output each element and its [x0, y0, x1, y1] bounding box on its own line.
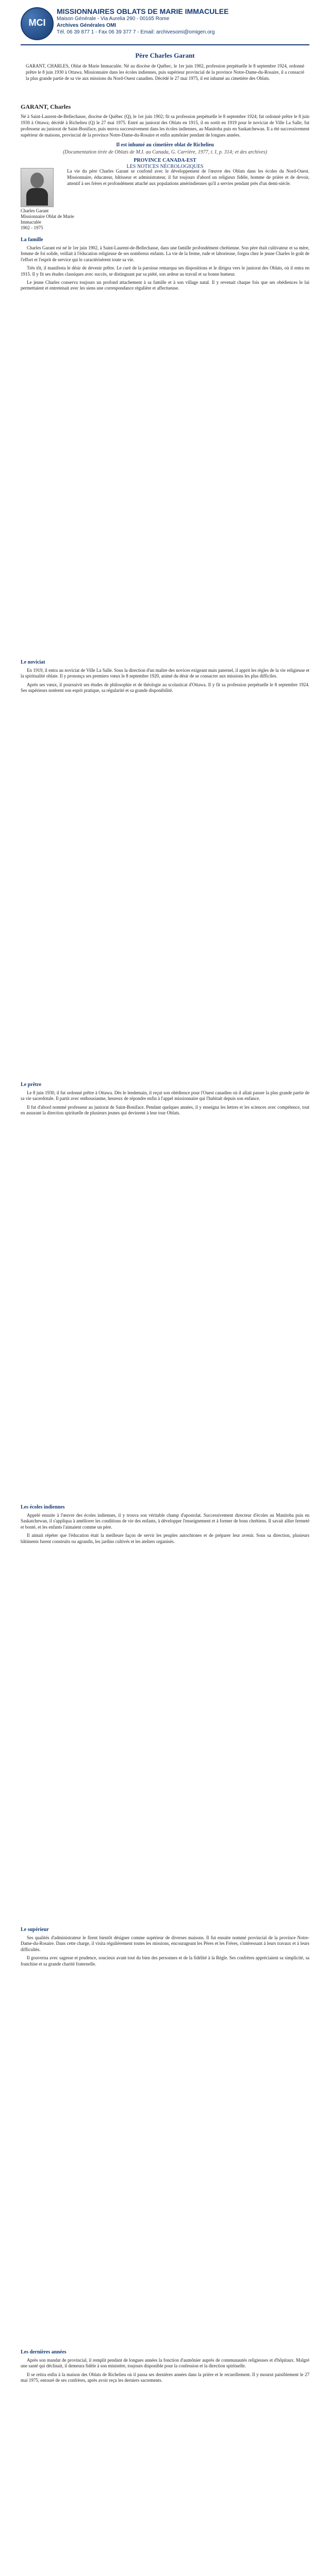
- letterhead-address: Maison Générale - Via Aurelia 290 - 00165 Rome: [57, 16, 170, 22]
- section-paragraph: Il gouverna avec sagesse et prudence, soucieux avant tout du bien des personnes et de la fidélité à la Règle. Ses confrères appréciaient sa simplicité, sa franchise et sa grande charité fraternelle.: [21, 1955, 309, 1967]
- burial-heading: Il est inhumé au cimetière oblat de Richelieu: [116, 142, 214, 148]
- section-body: [21, 1513, 309, 1547]
- letterhead-text: [57, 7, 309, 36]
- intro-paragraph: La vie du père Charles Garant se confond avec le développement de l'œuvre des Oblats dans les écoles du Nord-Ouest. Missionnaire, éducateur, bâtisseur et administrateur, il fut toujours d'abord un religieux fidèle, homme de prière et de devoir, attentif à ses frères et profondément attaché aux populations amérindiennes qu'il a servies pendant près d'un demi-siècle.: [67, 168, 309, 186]
- letterhead-archive-label: Archives Générales OMI: [57, 23, 117, 28]
- section-paragraph: En 1919, il entra au noviciat de Ville La Salle. Sous la direction d'un maître des novices exigeant mais paternel, il apprit les règles de la vie religieuse et la spiritualité oblate. Il y prononça ses premiers vœux le 8 septembre 1920, animé du désir de se consacrer aux missions les plus difficiles.: [21, 668, 309, 679]
- photo-caption-name: Charles Garant: [21, 208, 49, 213]
- section-paragraph: Il fut d'abord nommé professeur au juniorat de Saint-Boniface. Pendant quelques années, il y enseigna les lettres et les sciences avec compétence, tout en assurant la direction spirituelle de plusieurs jeunes qui devinrent à leur tour Oblats.: [21, 1104, 309, 1116]
- section-body: [21, 245, 309, 294]
- section-heading: Les écoles indiennes: [21, 1504, 65, 1510]
- photo-caption-years: 1902 - 1975: [21, 225, 43, 230]
- section-paragraph: Il aimait répéter que l'éducation était la meilleure façon de servir les peuples autochtones et de préparer leur avenir. Sous sa direction, plusieurs bâtiments furent construits ou agrandis, les jardins cultivés et les ateliers organisés.: [21, 1533, 309, 1544]
- notices-heading: LES NOTICES NÉCROLOGIQUES: [126, 164, 204, 170]
- section-heading: Le prêtre: [21, 1082, 42, 1088]
- section-body: [21, 1935, 309, 1970]
- letterhead-title: MISSIONNAIRES OBLATS DE MARIE IMMACULEE: [57, 7, 229, 15]
- source-note: (Documentation tirée de Oblats de M.I. au Canada, G. Carrière, 1977, t. I, p. 314; et des archives): [63, 149, 267, 155]
- section-paragraph: Le 8 juin 1930, il fut ordonné prêtre à Ottawa. Dès le lendemain, il reçut son obédience pour l'Ouest canadien où il allait passer la plus grande partie de sa vie sacerdotale. Il partit avec enthousiasme, heureux de répondre enfin à l'appel missionnaire qui l'habitait depuis son enfance.: [21, 1090, 309, 1101]
- section-heading: Le noviciat: [21, 659, 45, 665]
- section-paragraph: Après son mandat de provincial, il remplit pendant de longues années la fonction d'aumônier auprès de communautés religieuses et d'hôpitaux. Malgré une santé qui déclinait, il demeura fidèle à son ministère, toujours disponible pour la confession et la direction spirituelle.: [21, 2358, 309, 2369]
- section-paragraph: Très tôt, il manifesta le désir de devenir prêtre. Le curé de la paroisse remarqua ses dispositions et le dirigea vers le juniorat des Oblats, où il entra en 1915. Il y fit ses études classiques avec succès, se distinguant par sa piété, son ardeur au travail et sa bonne humeur.: [21, 265, 309, 277]
- section-body: [21, 668, 309, 697]
- subject-bio: Né à Saint-Laurent-de-Bellechasse, diocèse de Québec (Q), le 1er juin 1902; fit sa profession perpétuelle le 8 septembre 1924; fut ordonné prêtre le 8 juin 1930 à Ottawa; décédé à Richelieu (Q) le 27 mai 1975. Entré au juniorat des Oblats en 1915, il en sortit en 1919 pour le noviciat de Ville La Salle, fut professeur au juniorat de Saint-Boniface, puis œuvra successivement dans les écoles indiennes, au Manitoba puis en Saskatchewan. Il a été successivement supérieur de maisons, provincial de la province Notre-Dame-du-Rosaire et enfin aumônier pendant de longues années.: [21, 114, 309, 138]
- section-paragraph: Il se retira enfin à la maison des Oblats de Richelieu où il passa ses dernières années dans la prière et le recueillement. Il y mourut paisiblement le 27 mai 1975, entouré de ses confrères, après avoir reçu les derniers sacrements.: [21, 2371, 309, 2383]
- section-paragraph: Appelé ensuite à l'œuvre des écoles indiennes, il y trouva son véritable champ d'apostolat. Successivement directeur d'écoles au Manitoba puis en Saskatchewan, il s'appliqua à améliorer les conditions de vie des enfants, à développer l'enseignement et à former de bons chrétiens. Il savait allier fermeté et bonté, et les enfants l'aimaient comme un père.: [21, 1513, 309, 1530]
- photo-caption: [21, 208, 82, 231]
- document-title: Père Charles Garant: [135, 52, 195, 59]
- section-heading: La famille: [21, 237, 43, 243]
- letterhead: [21, 7, 309, 41]
- logo-text: MCI: [28, 18, 46, 28]
- province-heading: PROVINCE CANADA-EST: [134, 158, 196, 163]
- section-heading: Le supérieur: [21, 1927, 49, 1933]
- letterhead-contact: Tél. 06 39 877 1 - Fax 06 39 377 7 - Email: archivesomi@omigen.org: [57, 29, 215, 35]
- portrait-photo: [21, 168, 54, 207]
- header-divider: [21, 44, 309, 45]
- section-paragraph: Après ses vœux, il poursuivit ses études de philosophie et de théologie au scolasticat d'Ottawa. Il y fit sa profession perpétuelle le 8 septembre 1924. Ses supérieurs notèrent son esprit pratique, sa régularité et sa grande disponibilité.: [21, 682, 309, 693]
- section-body: [21, 1090, 309, 1119]
- section-paragraph: Charles Garant est né le 1er juin 1902, à Saint-Laurent-de-Bellechasse, dans une famille profondément chrétienne. Son père était cultivateur et sa mère, femme de foi solide, veillait à l'éducation religieuse de ses nombreux enfants. La vie de la ferme, rude et laborieuse, forgea chez le jeune Charles le goût de l'effort et l'esprit de service qui le caractérisèrent toute sa vie.: [21, 245, 309, 262]
- oblate-logo-icon: [21, 7, 54, 40]
- photo-caption-role: Missionnaire Oblat de Marie Immaculée: [21, 214, 74, 225]
- document-abstract: GARANT, CHARLES, Oblat de Marie Immaculée. Né au diocèse de Québec, le 1er juin 1902, profession perpétuelle le 8 septembre 1924, ordonné prêtre le 8 juin 1930 à Ottawa. Missionnaire dans les écoles indiennes, puis supérieur provincial de la province Notre-Dame-du-Rosaire, il a consacré la plus grande partie de sa vie aux missions du Nord-Ouest canadien. Décédé le 27 mai 1975, il est inhumé au cimetière des Oblats.: [26, 63, 304, 81]
- subject-name: GARANT, Charles: [21, 103, 71, 110]
- section-heading: Les dernières années: [21, 2349, 67, 2355]
- section-paragraph: Le jeune Charles conserva toujours un profond attachement à sa famille et à son village natal. Il y revenait chaque fois que ses obédiences le lui permettaient et entretenait avec les siens une correspondance régulière et affectueuse.: [21, 280, 309, 291]
- section-paragraph: Ses qualités d'administrateur le firent bientôt désigner comme supérieur de diverses maisons. Il fut ensuite nommé provincial de la province Notre-Dame-du-Rosaire. Dans cette charge, il visita régulièrement toutes les missions, encourageant les Pères et les Frères, s'intéressant à leurs travaux et à leurs difficultés.: [21, 1935, 309, 1952]
- section-body: [21, 2358, 309, 2386]
